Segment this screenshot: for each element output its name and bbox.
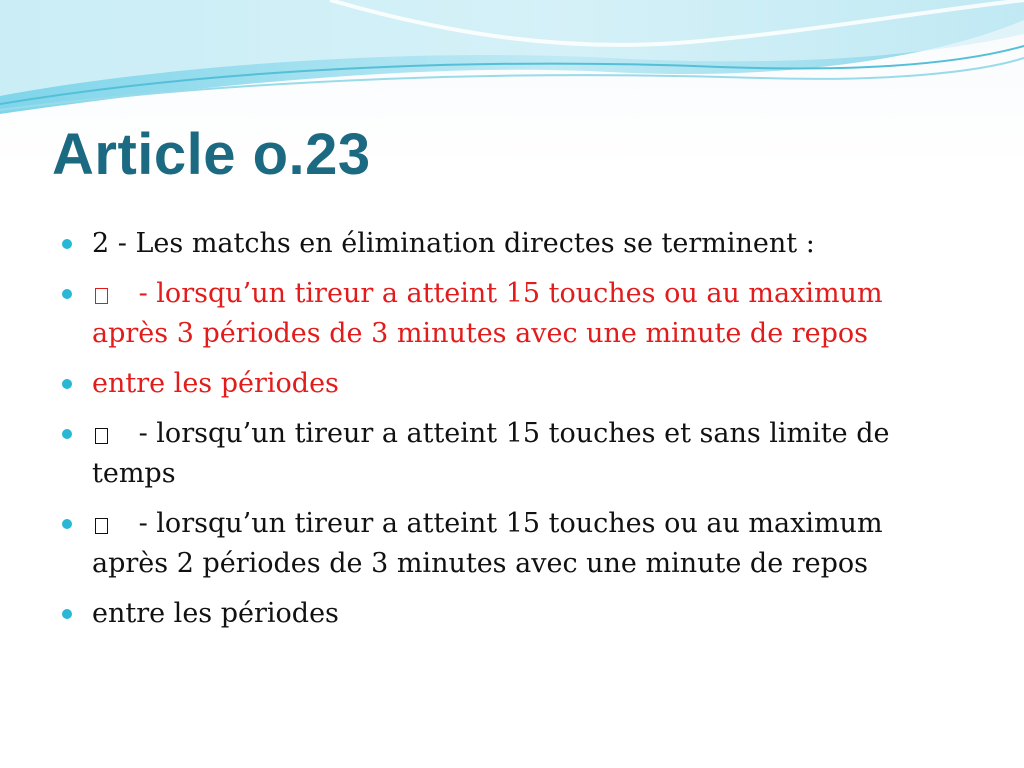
bullet-text: - lorsqu’un tireur a atteint 15 touches ou au maximum après 3 périodes de 3 minutes avec une minute de repos [92, 278, 883, 349]
bullet-item-intro [62, 224, 942, 264]
bullet-dot-icon [62, 609, 72, 619]
box-glyph-icon [95, 428, 108, 444]
bullet-dot-icon [62, 519, 72, 529]
bullet-text: entre les périodes [92, 368, 339, 399]
bullet-item-between-periods-red [62, 364, 942, 404]
bullet-list [62, 224, 942, 644]
bullet-dot-icon [62, 429, 72, 439]
bullet-text: entre les périodes [92, 598, 339, 629]
bullet-item-three-periods [62, 274, 942, 354]
bullet-dot-icon [62, 239, 72, 249]
box-glyph-icon [95, 288, 108, 304]
slide-title: Article o.23 [52, 122, 371, 187]
wave-header-decoration [0, 0, 1024, 120]
bullet-text: - lorsqu’un tireur a atteint 15 touches ou au maximum après 2 périodes de 3 minutes avec une minute de repos [92, 508, 883, 579]
bullet-item-between-periods [62, 594, 942, 634]
bullet-dot-icon [62, 289, 72, 299]
bullet-dot-icon [62, 379, 72, 389]
box-glyph-icon [95, 518, 108, 534]
bullet-text: 2 - Les matchs en élimination directes se terminent : [92, 228, 815, 259]
bullet-text: - lorsqu’un tireur a atteint 15 touches et sans limite de temps [92, 418, 890, 489]
bullet-item-no-time-limit [62, 414, 942, 494]
bullet-item-two-periods [62, 504, 942, 584]
